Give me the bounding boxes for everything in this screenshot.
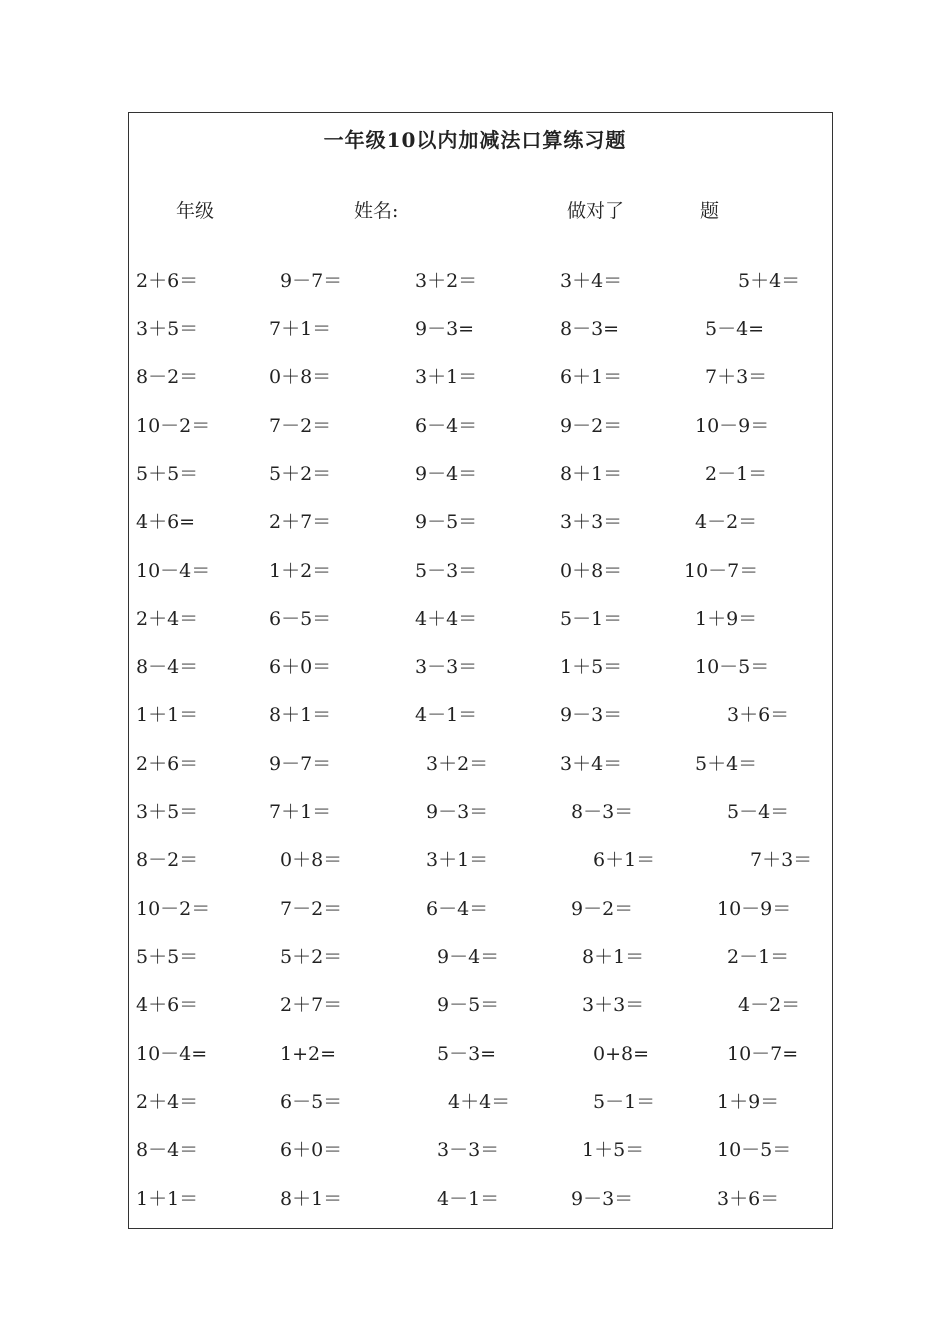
problem-row <box>0 604 950 634</box>
arithmetic-problem: 10－5＝ <box>717 1139 792 1161</box>
arithmetic-problem: 4＋4＝ <box>415 608 478 630</box>
arithmetic-problem: 3＋4＝ <box>560 753 623 775</box>
arithmetic-problem: 2＋7＝ <box>280 994 343 1016</box>
arithmetic-problem: 1+2= <box>280 1043 337 1065</box>
questions-label: 题 <box>700 200 720 222</box>
arithmetic-problem: 1＋9＝ <box>695 608 758 630</box>
arithmetic-problem: 4＋6＝ <box>136 994 199 1016</box>
arithmetic-problem: 9－3＝ <box>571 1188 634 1210</box>
arithmetic-problem: 6＋0＝ <box>269 656 332 678</box>
arithmetic-problem: 4－2＝ <box>695 511 758 533</box>
arithmetic-problem: 2＋6＝ <box>136 753 199 775</box>
arithmetic-problem: 9－5＝ <box>437 994 500 1016</box>
arithmetic-problem: 5－4= <box>705 318 765 340</box>
problem-row <box>0 894 950 924</box>
arithmetic-problem: 7－2＝ <box>269 415 332 437</box>
arithmetic-problem: 6＋1＝ <box>593 849 656 871</box>
arithmetic-problem: 2＋4＝ <box>136 1091 199 1113</box>
arithmetic-problem: 5＋2＝ <box>280 946 343 968</box>
arithmetic-problem: 7＋3＝ <box>750 849 813 871</box>
correct-count-label: 做对了 <box>567 200 625 222</box>
arithmetic-problem: 2－1＝ <box>705 463 768 485</box>
problem-row <box>0 797 950 827</box>
arithmetic-problem: 9－4＝ <box>415 463 478 485</box>
arithmetic-problem: 9－2＝ <box>571 898 634 920</box>
arithmetic-problem: 3＋3＝ <box>582 994 645 1016</box>
arithmetic-problem: 8－4＝ <box>136 656 199 678</box>
arithmetic-problem: 8－4＝ <box>136 1139 199 1161</box>
arithmetic-problem: 5＋2＝ <box>269 463 332 485</box>
arithmetic-problem: 5－1＝ <box>593 1091 656 1113</box>
problem-row <box>0 411 950 441</box>
arithmetic-problem: 7＋3＝ <box>705 366 768 388</box>
problem-row <box>0 507 950 537</box>
arithmetic-problem: 6－5＝ <box>269 608 332 630</box>
arithmetic-problem: 5－4＝ <box>727 801 790 823</box>
arithmetic-problem: 6－4＝ <box>426 898 489 920</box>
problem-row <box>0 362 950 392</box>
arithmetic-problem: 0+8= <box>593 1043 650 1065</box>
arithmetic-problem: 10－4= <box>136 1043 208 1065</box>
arithmetic-problem: 5＋5＝ <box>136 463 199 485</box>
problem-row <box>0 749 950 779</box>
arithmetic-problem: 5－3= <box>437 1043 497 1065</box>
grade-label: 年级 <box>176 200 215 222</box>
arithmetic-problem: 9－7＝ <box>280 270 343 292</box>
arithmetic-problem: 2＋6＝ <box>136 270 199 292</box>
arithmetic-problem: 3＋5＝ <box>136 318 199 340</box>
arithmetic-problem: 4－2＝ <box>738 994 801 1016</box>
arithmetic-problem: 8＋1＝ <box>582 946 645 968</box>
arithmetic-problem: 3－3＝ <box>437 1139 500 1161</box>
arithmetic-problem: 3＋2＝ <box>426 753 489 775</box>
arithmetic-problem: 1＋5＝ <box>560 656 623 678</box>
arithmetic-problem: 10－4＝ <box>136 560 211 582</box>
arithmetic-problem: 0＋8＝ <box>269 366 332 388</box>
arithmetic-problem: 2＋4＝ <box>136 608 199 630</box>
problem-row <box>0 1039 950 1069</box>
problem-row <box>0 1087 950 1117</box>
problem-row <box>0 459 950 489</box>
arithmetic-problem: 6－5＝ <box>280 1091 343 1113</box>
arithmetic-problem: 3＋6＝ <box>727 704 790 726</box>
arithmetic-problem: 3－3＝ <box>415 656 478 678</box>
arithmetic-problem: 10－7= <box>727 1043 799 1065</box>
arithmetic-problem: 8－3= <box>560 318 620 340</box>
problem-row <box>0 1184 950 1214</box>
arithmetic-problem: 10－9＝ <box>717 898 792 920</box>
problem-row <box>0 990 950 1020</box>
arithmetic-problem: 9－3= <box>415 318 475 340</box>
arithmetic-problem: 4－1＝ <box>437 1188 500 1210</box>
arithmetic-problem: 8＋1＝ <box>560 463 623 485</box>
arithmetic-problem: 7＋1＝ <box>269 801 332 823</box>
arithmetic-problem: 3＋5＝ <box>136 801 199 823</box>
arithmetic-problem: 5－3＝ <box>415 560 478 582</box>
arithmetic-problem: 1＋9＝ <box>717 1091 780 1113</box>
problem-row <box>0 266 950 296</box>
arithmetic-problem: 10－2＝ <box>136 898 211 920</box>
arithmetic-problem: 10－2＝ <box>136 415 211 437</box>
arithmetic-problem: 3＋1＝ <box>415 366 478 388</box>
problem-row <box>0 556 950 586</box>
arithmetic-problem: 3＋1＝ <box>426 849 489 871</box>
arithmetic-problem: 6＋0＝ <box>280 1139 343 1161</box>
arithmetic-problem: 9－7＝ <box>269 753 332 775</box>
problem-row <box>0 1135 950 1165</box>
problem-row <box>0 652 950 682</box>
arithmetic-problem: 9－4＝ <box>437 946 500 968</box>
arithmetic-problem: 9－3＝ <box>426 801 489 823</box>
name-label: 姓名: <box>354 200 399 222</box>
arithmetic-problem: 7－2＝ <box>280 898 343 920</box>
arithmetic-problem: 8＋1＝ <box>269 704 332 726</box>
problem-row <box>0 942 950 972</box>
arithmetic-problem: 3＋3＝ <box>560 511 623 533</box>
arithmetic-problem: 0＋8＝ <box>280 849 343 871</box>
arithmetic-problem: 10－7＝ <box>684 560 759 582</box>
arithmetic-problem: 9－3＝ <box>560 704 623 726</box>
arithmetic-problem: 7＋1＝ <box>269 318 332 340</box>
arithmetic-problem: 8－2＝ <box>136 849 199 871</box>
arithmetic-problem: 8－2＝ <box>136 366 199 388</box>
arithmetic-problem: 1＋1＝ <box>136 704 199 726</box>
problem-row <box>0 700 950 730</box>
arithmetic-problem: 8＋1＝ <box>280 1188 343 1210</box>
arithmetic-problem: 3＋6＝ <box>717 1188 780 1210</box>
arithmetic-problem: 2－1＝ <box>727 946 790 968</box>
arithmetic-problem: 4＋4＝ <box>448 1091 511 1113</box>
arithmetic-problem: 3＋2＝ <box>415 270 478 292</box>
arithmetic-problem: 5－1＝ <box>560 608 623 630</box>
arithmetic-problem: 9－5＝ <box>415 511 478 533</box>
arithmetic-problem: 1＋2＝ <box>269 560 332 582</box>
arithmetic-problem: 10－9＝ <box>695 415 770 437</box>
problem-row <box>0 314 950 344</box>
arithmetic-problem: 2＋7＝ <box>269 511 332 533</box>
arithmetic-problem: 1＋5＝ <box>582 1139 645 1161</box>
worksheet-title: 一年级10以内加减法口算练习题 <box>323 128 627 152</box>
arithmetic-problem: 6＋1＝ <box>560 366 623 388</box>
arithmetic-problem: 9－2＝ <box>560 415 623 437</box>
arithmetic-problem: 10－5＝ <box>695 656 770 678</box>
arithmetic-problem: 5＋5＝ <box>136 946 199 968</box>
arithmetic-problem: 4－1＝ <box>415 704 478 726</box>
arithmetic-problem: 8－3＝ <box>571 801 634 823</box>
arithmetic-problem: 6－4＝ <box>415 415 478 437</box>
arithmetic-problem: 0＋8＝ <box>560 560 623 582</box>
arithmetic-problem: 3＋4＝ <box>560 270 623 292</box>
arithmetic-problem: 1＋1＝ <box>136 1188 199 1210</box>
arithmetic-problem: 5＋4＝ <box>738 270 801 292</box>
arithmetic-problem: 4＋6= <box>136 511 196 533</box>
arithmetic-problem: 5＋4＝ <box>695 753 758 775</box>
problem-row <box>0 845 950 875</box>
